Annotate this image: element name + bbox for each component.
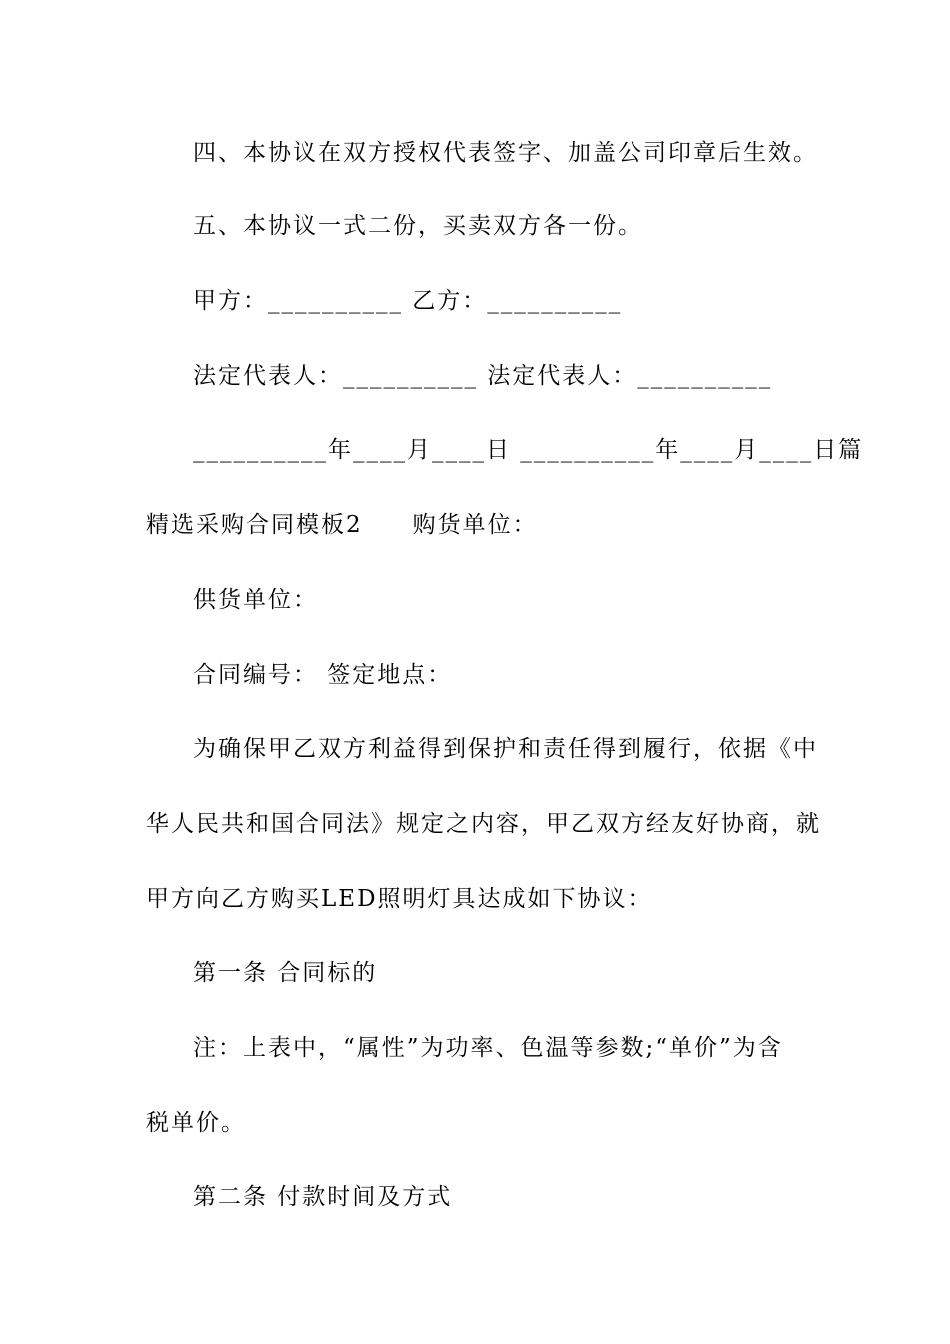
article-one-heading: 第一条 合同标的	[193, 960, 378, 986]
template-title-buyer: 精选采购合同模板2 购货单位：	[146, 512, 538, 538]
preamble-line-3: 甲方向乙方购买LED照明灯具达成如下协议：	[146, 886, 653, 912]
supplier-line: 供货单位：	[193, 587, 318, 613]
clause-five: 五、本协议一式二份，买卖双方各一份。	[193, 213, 643, 239]
preamble-line-1: 为确保甲乙双方利益得到保护和责任得到履行，依据《中	[193, 736, 818, 762]
preamble-line-2: 华人民共和国合同法》规定之内容，甲乙双方经友好协商，就	[146, 811, 821, 837]
party-signature-line: 甲方：__________ 乙方：__________	[193, 288, 623, 314]
clause-four: 四、本协议在双方授权代表签字、加盖公司印章后生效。	[193, 140, 818, 166]
article-two-heading: 第二条 付款时间及方式	[193, 1184, 453, 1210]
note-line-1: 注：上表中，“属性”为功率、色温等参数;“单价”为含	[193, 1035, 783, 1061]
contract-number-location-line: 合同编号： 签定地点：	[193, 662, 453, 688]
date-line: __________年____月____日 __________年____月____日篇	[193, 437, 864, 463]
legal-representative-line: 法定代表人：__________ 法定代表人：__________	[193, 363, 773, 389]
note-line-2: 税单价。	[146, 1110, 246, 1136]
